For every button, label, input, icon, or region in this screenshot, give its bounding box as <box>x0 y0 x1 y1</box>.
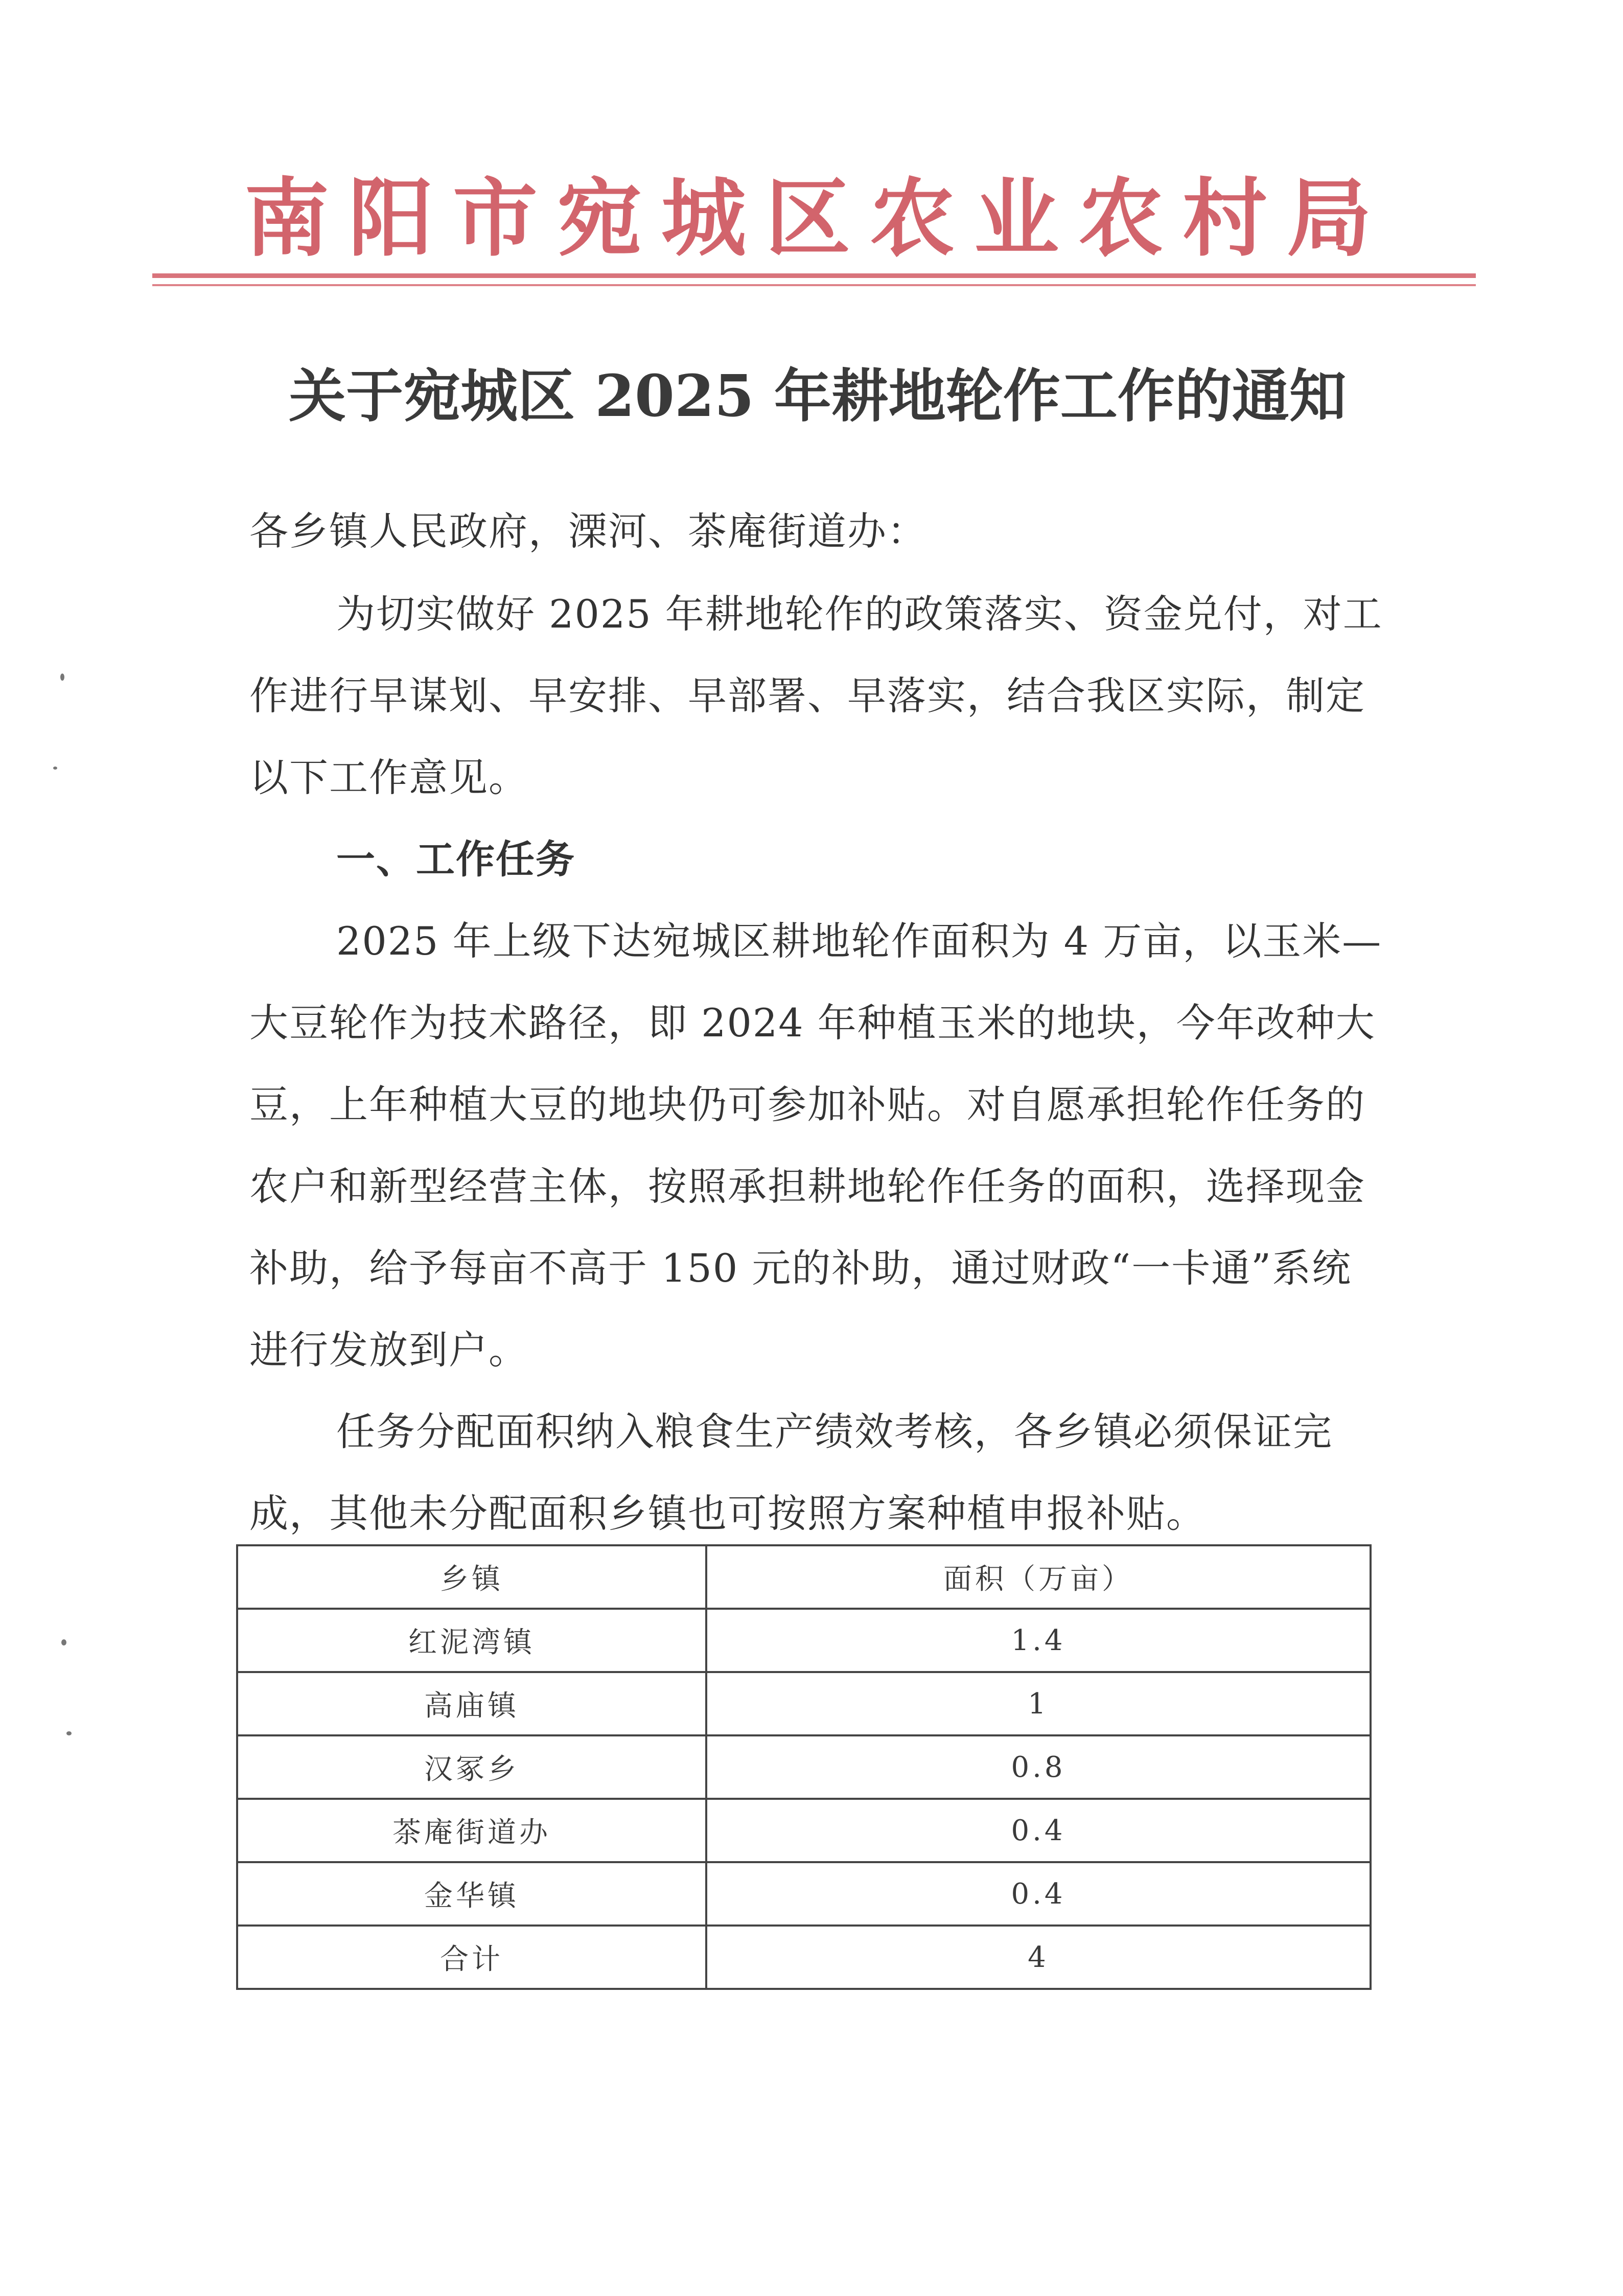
table-cell-town: 汉冢乡 <box>237 1735 706 1799</box>
scan-speck <box>61 1639 66 1645</box>
table-total-row <box>237 1926 1371 1989</box>
document-title: 关于宛城区 2025 年耕地轮作工作的通知 <box>289 363 1347 430</box>
scan-speck <box>53 767 57 770</box>
table-cell-town: 金华镇 <box>237 1862 706 1926</box>
table-row <box>237 1799 1371 1862</box>
scan-speck <box>66 1731 72 1735</box>
table-cell-area: 4 <box>706 1926 1371 1989</box>
table-cell-town: 红泥湾镇 <box>237 1609 706 1672</box>
scan-speck <box>60 674 64 681</box>
table-row <box>237 1735 1371 1799</box>
table-header-town: 乡镇 <box>237 1545 706 1609</box>
table-cell-area: 1.4 <box>706 1609 1371 1672</box>
table-cell-town: 高庙镇 <box>237 1672 706 1735</box>
table-header-row <box>237 1545 1371 1609</box>
paragraph-1: 为切实做好 2025 年耕地轮作的政策落实、资金兑付，对工作进行早谋划、早安排、早部署、早落实，结合我区实际，制定以下工作意见。 <box>249 591 1383 800</box>
table-cell-area: 0.4 <box>706 1799 1371 1862</box>
table-cell-area: 0.8 <box>706 1735 1371 1799</box>
paragraph-3: 任务分配面积纳入粮食生产绩效考核，各乡镇必须保证完成，其他未分配面积乡镇也可按照方案种植申报补贴。 <box>249 1409 1333 1536</box>
table-row <box>237 1862 1371 1926</box>
table-header-area: 面积（万亩） <box>706 1545 1371 1609</box>
table-cell-area: 1 <box>706 1672 1371 1735</box>
table-row <box>237 1609 1371 1672</box>
table-row <box>237 1672 1371 1735</box>
table-cell-town: 合计 <box>237 1926 706 1989</box>
letterhead-red-rule-thick <box>152 273 1476 278</box>
task-allocation-table <box>236 1544 1372 1990</box>
letterhead-org-name: 南阳市宛城区农业农村局 <box>244 169 1391 268</box>
table-cell-town: 茶庵街道办 <box>237 1799 706 1862</box>
section-1-heading: 一、工作任务 <box>336 837 575 882</box>
paragraph-2: 2025 年上级下达宛城区耕地轮作面积为 4 万亩，以玉米—大豆轮作为技术路径，即 2024 年种植玉米的地块，今年改种大豆，上年种植大豆的地块仍可参加补贴。对自愿承担轮作任务的农户和新型经营主体，按照承担耕地轮作任务的面积，选择现金补助，给予每亩不高于 150 元的补助，通过财政“一卡通”系统进行发放到户。 <box>249 918 1382 1373</box>
table-cell-area: 0.4 <box>706 1862 1371 1926</box>
salutation: 各乡镇人民政府，溧河、茶庵街道办： <box>249 508 927 554</box>
letterhead-red-rule-thin <box>152 284 1476 286</box>
